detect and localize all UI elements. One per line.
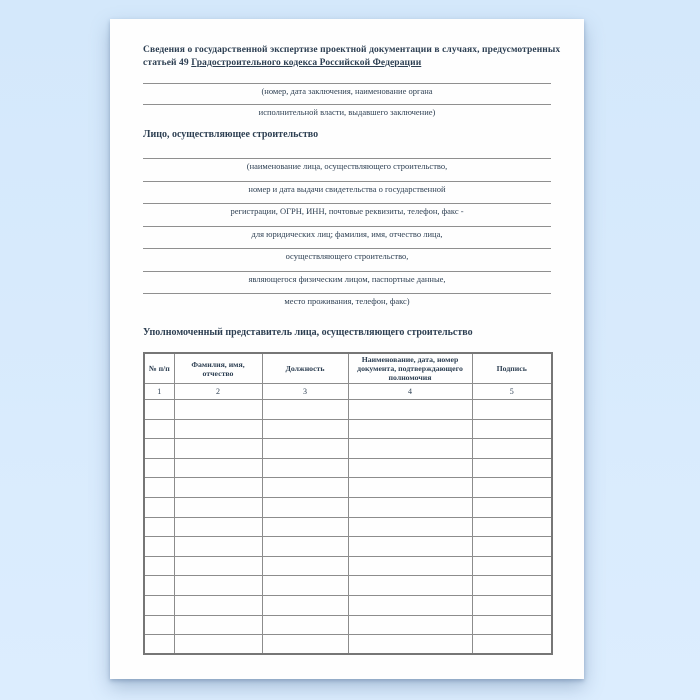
table-empty-cell[interactable] [348,439,472,459]
column-number-row [144,384,552,400]
field-caption: исполнительной власти, выдавшего заключение) [258,107,436,117]
table-empty-row [144,635,552,655]
table-empty-cell[interactable] [472,478,552,498]
document-title [143,44,561,70]
title-line-1: Сведения о государственной экспертизе проектной документации в случаях, предусмотренных [143,45,561,55]
table-empty-cell[interactable] [348,635,472,655]
table-empty-cell[interactable] [262,458,348,478]
table-empty-cell[interactable] [348,458,472,478]
table-empty-cell[interactable] [262,497,348,517]
table-empty-cell[interactable] [472,576,552,596]
field-builder-line-3 [143,203,551,216]
table-empty-cell[interactable] [472,615,552,635]
table-empty-cell[interactable] [174,400,262,420]
table-empty-cell[interactable] [348,517,472,537]
table-empty-row [144,439,552,459]
table-empty-cell[interactable] [262,517,348,537]
table-empty-cell[interactable] [348,576,472,596]
table-empty-cell[interactable] [472,595,552,615]
table-empty-row [144,556,552,576]
table-empty-row [144,419,552,439]
column-number: 1 [144,384,174,400]
document-page [110,19,584,679]
col-header-signature: Подпись [472,353,552,384]
table-empty-cell[interactable] [472,517,552,537]
table-empty-cell[interactable] [144,400,174,420]
blank-field-line[interactable] [143,271,551,272]
code-reference-link[interactable]: Градостроительного кодекса Российской Федерации [191,58,422,68]
table-empty-cell[interactable] [348,419,472,439]
table-empty-cell[interactable] [144,537,174,557]
field-caption: номер и дата выдачи свидетельства о государственной [248,183,446,194]
table-empty-cell[interactable] [174,635,262,655]
table-empty-cell[interactable] [348,615,472,635]
table-empty-row [144,615,552,635]
table-empty-cell[interactable] [174,458,262,478]
table-empty-cell[interactable] [174,556,262,576]
col-header-name: Фамилия, имя, отчество [174,353,262,384]
section-heading-representative: Уполномоченный представитель лица, осуществляющего строительство [143,327,473,338]
table-empty-cell[interactable] [348,556,472,576]
blank-field-line[interactable] [143,248,551,249]
table-empty-cell[interactable] [174,419,262,439]
table-empty-cell[interactable] [144,439,174,459]
table-empty-row [144,478,552,498]
table-empty-cell[interactable] [472,537,552,557]
field-builder-line-6 [143,271,551,284]
table-empty-cell[interactable] [472,458,552,478]
table-empty-cell[interactable] [144,497,174,517]
table-empty-cell[interactable] [262,635,348,655]
table-empty-cell[interactable] [262,537,348,557]
field-builder-line-1 [143,158,551,171]
table-header-row [144,353,552,384]
table-empty-cell[interactable] [174,517,262,537]
title-line-2-prefix: статьей 49 [143,58,192,68]
table-empty-cell[interactable] [144,595,174,615]
representatives-table [143,352,553,655]
field-caption: регистрации, ОГРН, ИНН, почтовые реквизиты, телефон, факс - [230,206,464,216]
field-caption: место проживания, телефон, факс) [284,296,410,306]
field-builder-line-5 [143,248,551,261]
blank-field-line[interactable] [143,158,551,159]
table-empty-row [144,458,552,478]
blank-field-line[interactable] [143,181,551,182]
table-empty-row [144,517,552,537]
table-empty-cell[interactable] [348,497,472,517]
table-empty-cell[interactable] [262,400,348,420]
table-empty-cell[interactable] [174,537,262,557]
field-caption: (наименование лица, осуществляющего строительство, [246,161,448,171]
field-caption: (номер, дата заключения, наименование органа [261,86,433,96]
table-empty-cell[interactable] [174,497,262,517]
col-header-document: Наименование, дата, номер документа, подтверждающего полномочия [348,353,472,384]
table-empty-cell[interactable] [262,615,348,635]
table-empty-cell[interactable] [262,556,348,576]
table-empty-cell[interactable] [348,478,472,498]
table-empty-cell[interactable] [144,478,174,498]
column-number: 2 [174,384,262,400]
field-caption: являющегося физическим лицом, паспортные данные, [248,273,446,284]
table-empty-cell[interactable] [472,635,552,655]
table-empty-cell[interactable] [472,497,552,517]
field-caption: осуществляющего строительство, [285,251,409,261]
table-empty-cell[interactable] [144,635,174,655]
table-empty-cell[interactable] [144,517,174,537]
field-caption: для юридических лиц; фамилия, имя, отчество лица, [251,228,443,239]
table-empty-cell[interactable] [174,478,262,498]
table-empty-cell[interactable] [262,576,348,596]
table-empty-cell[interactable] [262,595,348,615]
column-number: 4 [348,384,472,400]
table-empty-cell[interactable] [144,615,174,635]
blank-field-line[interactable] [143,203,551,204]
table-empty-cell[interactable] [174,615,262,635]
table-empty-row [144,595,552,615]
blank-field-line[interactable] [143,293,551,294]
field-builder-line-2 [143,181,551,194]
field-expertise-line-1 [143,83,551,96]
column-number: 3 [262,384,348,400]
table-empty-row [144,400,552,420]
table-empty-cell[interactable] [472,439,552,459]
table-empty-cell[interactable] [348,537,472,557]
table-empty-cell[interactable] [144,576,174,596]
blank-field-line[interactable] [143,104,551,105]
table-empty-cell[interactable] [144,458,174,478]
table-empty-row [144,537,552,557]
table-empty-cell[interactable] [262,478,348,498]
field-builder-line-4 [143,226,551,239]
blank-field-line[interactable] [143,226,551,227]
column-number: 5 [472,384,552,400]
table-empty-cell[interactable] [144,556,174,576]
table-empty-cell[interactable] [174,576,262,596]
table-empty-cell[interactable] [472,419,552,439]
col-header-number: № п/п [144,353,174,384]
table-empty-cell[interactable] [348,595,472,615]
table-empty-cell[interactable] [174,595,262,615]
table-empty-cell[interactable] [348,400,472,420]
table-empty-cell[interactable] [472,400,552,420]
table-empty-cell[interactable] [144,419,174,439]
table-empty-cell[interactable] [262,419,348,439]
table-empty-row [144,497,552,517]
table-empty-cell[interactable] [262,439,348,459]
table-empty-row [144,576,552,596]
blank-field-line[interactable] [143,83,551,84]
title-line-2 [143,57,551,70]
section-heading-builder: Лицо, осуществляющее строительство [143,129,319,140]
table-empty-cell[interactable] [472,556,552,576]
field-expertise-line-2 [143,104,551,117]
table-empty-cell[interactable] [174,439,262,459]
col-header-position: Должность [262,353,348,384]
field-builder-line-7 [143,293,551,306]
